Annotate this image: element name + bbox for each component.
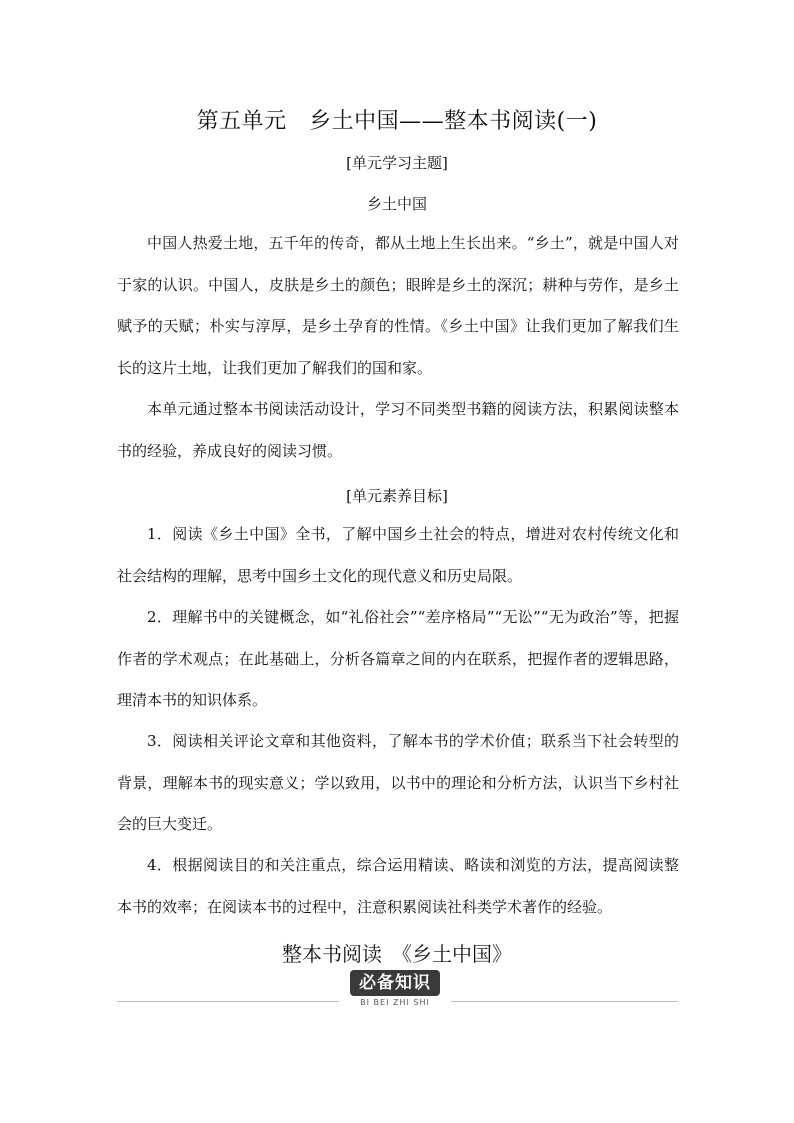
theme-name: 乡土中国 [366, 195, 427, 213]
goal-item: 4．根据阅读目的和关注重点，综合运用精读、略读和浏览的方法，提高阅读整本书的效率；在阅读本书的过程中，注意积累阅读社科类学术著作的经验。 [117, 856, 679, 916]
goal-item: 2．理解书中的关键概念，如“礼俗社会”“差序格局”“无讼”“无为政治”等，把握作者的学术观点；在此基础上，分析各篇章之间的内在联系，把握作者的逻辑思路，理清本书的知识体系。 [117, 608, 679, 709]
study-theme-label: [单元学习主题] [346, 154, 448, 172]
unit-title: 第五单元 乡土中国——整本书阅读(一) [196, 109, 598, 134]
reading-section-title: 整本书阅读 《乡土中国》 [282, 942, 512, 966]
theme-paragraph: 中国人热爱土地，五千年的传奇，都从土地上生长出来。“乡土”，就是中国人对于家的认识。中国人，皮肤是乡土的颜色；眼眸是乡土的深沉；耕种与劳作，是乡土赋予的天赋；朴实与淳厚，是乡土孕育的性情。《乡土中国》让我们更加了解我们生长的这片土地，让我们更加了解我们的国和家。 [117, 234, 679, 377]
goals-label: [单元素养目标] [346, 487, 448, 505]
goal-item: 3．阅读相关评论文章和其他资料，了解本书的学术价值；联系当下社会转型的背景，理解本书的现实意义；学以致用，以书中的理论和分析方法，认识当下乡村社会的巨大变迁。 [117, 732, 679, 833]
divider-right [451, 1001, 678, 1002]
badge-pinyin: BI BEI ZHI SHI [360, 998, 430, 1007]
essential-knowledge-badge: 必备知识 [350, 970, 440, 996]
goal-item: 1．阅读《乡土中国》全书，了解中国乡土社会的特点，增进对农村传统文化和社会结构的理解，思考中国乡土文化的现代意义和历史局限。 [117, 525, 679, 585]
divider-left [117, 1001, 339, 1002]
theme-paragraph: 本单元通过整本书阅读活动设计，学习不同类型书籍的阅读方法，积累阅读整本书的经验，养成良好的阅读习惯。 [117, 400, 679, 460]
